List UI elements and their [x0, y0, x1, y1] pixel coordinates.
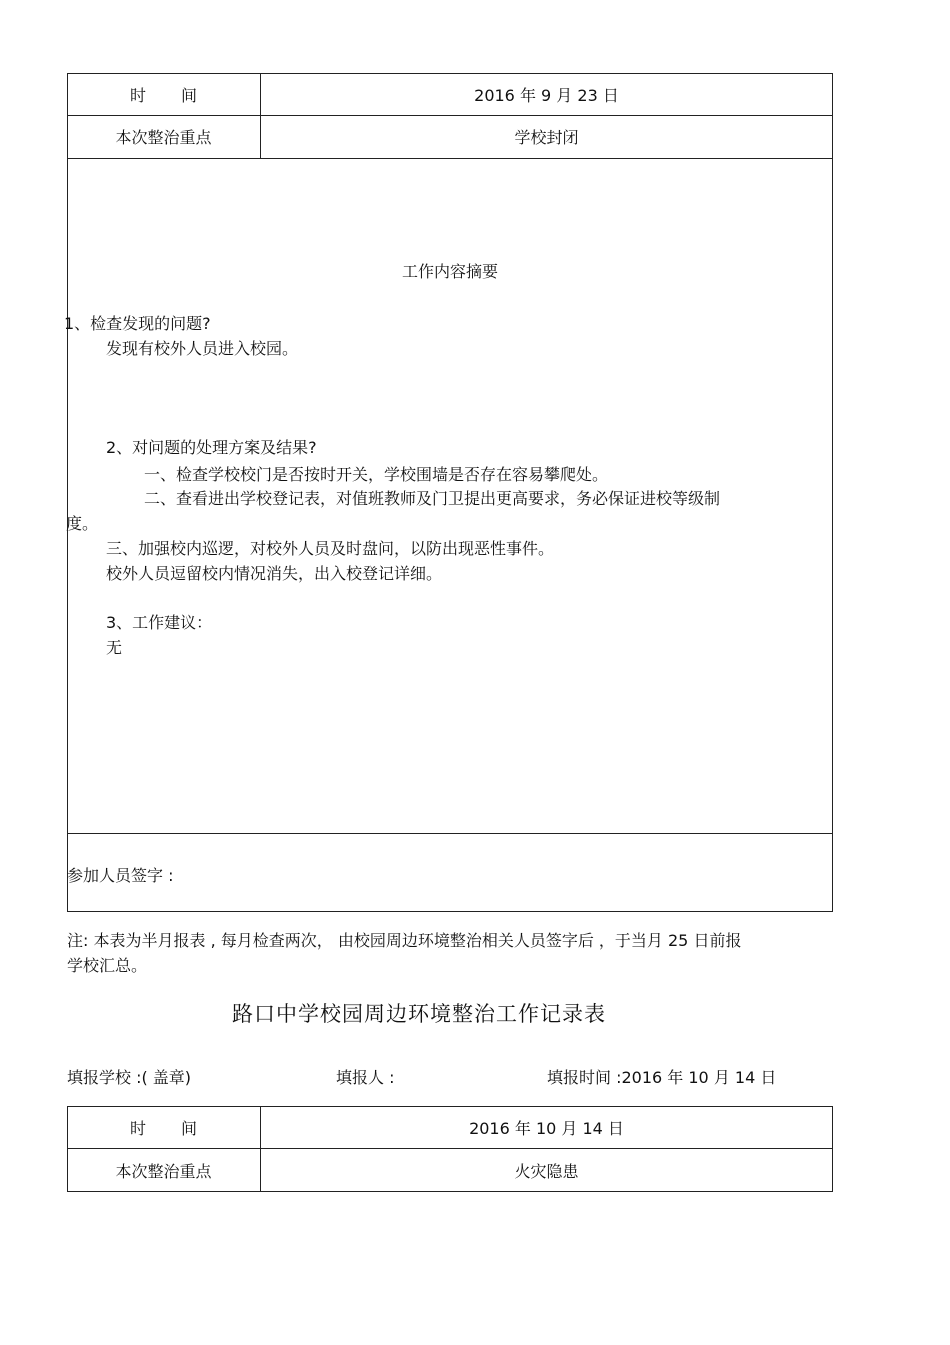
reporter-label: 填报人 :	[336, 1068, 395, 1087]
table2-time-value: 2016 年 10 月 14 日	[469, 1118, 624, 1138]
answer-2-line-2: 二、查看进出学校登记表，对值班教师及门卫提出更高要求，务必保证进校等级制	[144, 489, 721, 508]
answer-1: 发现有校外人员进入校园。	[106, 339, 299, 358]
table1-row-divider-3	[67, 833, 833, 834]
table1-focus-value: 学校封闭	[514, 128, 579, 147]
time-label-text: 时 间	[129, 85, 198, 105]
table2-focus-label: 本次整治重点	[115, 1161, 212, 1181]
question-2: 2、对问题的处理方案及结果?	[106, 438, 317, 457]
table1-time-label	[67, 73, 260, 115]
reporting-school-label: 填报学校 :( 盖章)	[67, 1068, 192, 1087]
answer-2-line-3: 三、加强校内巡逻，对校外人员及时盘问，以防出现恶性事件。	[106, 539, 555, 558]
table2-focus-value: 火灾隐患	[514, 1161, 579, 1181]
summary-heading: 工作内容摘要	[401, 261, 498, 281]
table1-focus-label: 本次整治重点	[115, 128, 212, 147]
form-2-title: 路口中学校园周边环境整治工作记录表	[232, 1002, 606, 1026]
answer-2-line-2-continued: 度。	[66, 514, 99, 533]
answer-3: 无	[106, 638, 123, 657]
note-line-2: 学校汇总。	[67, 956, 148, 975]
time-label-text-2: 时 间	[129, 1118, 198, 1138]
answer-2-line-4: 校外人员逗留校内情况消失，出入校登记详细。	[106, 564, 443, 583]
signature-label: 参加人员签字 :	[67, 866, 174, 885]
question-3: 3、工作建议：	[106, 613, 213, 632]
table1-time-value: 2016 年 9 月 23 日	[474, 85, 619, 105]
table1-row-divider-2	[67, 158, 833, 159]
note-line-1: 注: 本表为半月报表 , 每月检查两次， 由校园周边环境整治相关人员签字后 ，于当月 25 日前报	[67, 931, 742, 950]
answer-2-line-1: 一、检查学校校门是否按时开关，学校围墙是否存在容易攀爬处。	[144, 465, 609, 484]
question-1: 1、检查发现的问题?	[64, 314, 211, 333]
report-time: 填报时间 :2016 年 10 月 14 日	[547, 1068, 777, 1087]
table2-time-label	[67, 1106, 260, 1148]
